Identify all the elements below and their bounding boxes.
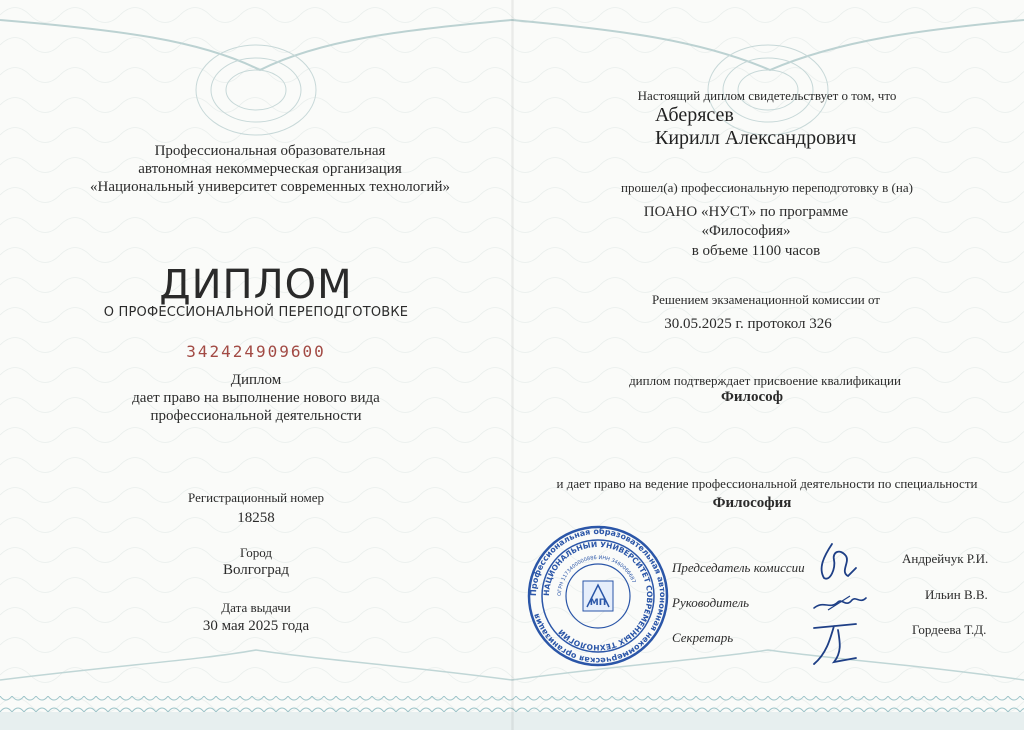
rights-line-2: дает право на выполнение нового вида bbox=[132, 390, 380, 406]
city-label: Город bbox=[239, 545, 273, 560]
reg-number-value: 18258 bbox=[237, 510, 275, 526]
org-line-3: «Национальный университет современных технологий» bbox=[90, 179, 450, 195]
signatory-role-secretary: Секретарь bbox=[672, 630, 734, 645]
issue-date-label: Дата выдачи bbox=[221, 600, 291, 615]
passed-text: прошел(а) профессиональную переподготовку в (на) bbox=[621, 180, 913, 195]
rights-line-1: Диплом bbox=[230, 372, 282, 388]
org-line-1: Профессиональная образовательная bbox=[154, 143, 386, 159]
commission-text: Решением экзаменационной комиссии от bbox=[652, 292, 880, 307]
intro-text: Настоящий диплом свидетельствует о том, что bbox=[637, 88, 897, 103]
city-value: Волгоград bbox=[222, 562, 290, 578]
issue-date-value: 30 мая 2025 года bbox=[202, 618, 310, 634]
svg-text:ОГРН 1173400000886 ИНН 3460066: ОГРН 1173400000886 ИНН 3460066687 bbox=[556, 554, 637, 597]
rights-line-3: профессиональной деятельности bbox=[150, 408, 362, 424]
svg-text:МП: МП bbox=[589, 598, 607, 608]
signatory-name-director: Ильин В.В. bbox=[925, 587, 988, 602]
specialty-value: Философия bbox=[712, 495, 792, 511]
specialty-text: и дает право на ведение профессиональной деятельности по специальности bbox=[556, 476, 978, 491]
signature-chairman bbox=[810, 538, 860, 586]
program-line-3: в объеме 1100 часов bbox=[691, 243, 821, 259]
program-line-2: «Философия» bbox=[701, 223, 791, 239]
diploma-subtitle: О ПРОФЕССИОНАЛЬНОЙ ПЕРЕПОДГОТОВКЕ bbox=[103, 305, 409, 320]
holder-given-names: Кирилл Александрович bbox=[655, 127, 857, 149]
commission-date: 30.05.2025 г. протокол 326 bbox=[664, 316, 832, 332]
signatory-role-chairman: Председатель комиссии bbox=[672, 560, 805, 575]
org-line-2: автономная некоммерческая организация bbox=[138, 161, 402, 177]
svg-text:НАЦИОНАЛЬНЫЙ УНИВЕРСИТЕТ СОВРЕ: НАЦИОНАЛЬНЫЙ УНИВЕРСИТЕТ СОВРЕМЕННЫХ ТЕХНОЛОГИЙ bbox=[541, 539, 655, 653]
official-seal bbox=[527, 525, 669, 667]
page-fold bbox=[511, 0, 514, 730]
qualification-value: Философ bbox=[721, 389, 783, 405]
program-line-1: ПОАНО «НУСТ» по программе bbox=[643, 204, 849, 220]
signature-secretary bbox=[804, 620, 864, 670]
reg-number-label: Регистрационный номер bbox=[188, 490, 324, 505]
signatory-role-director: Руководитель bbox=[672, 595, 750, 610]
diploma-title: ДИПЛОМ bbox=[159, 262, 353, 308]
qualification-text: диплом подтверждает присвоение квалификации bbox=[629, 373, 901, 388]
svg-text:Профессиональная образовательн: Профессиональная образовательная автономная некоммерческая организация bbox=[528, 526, 668, 666]
signatory-name-chairman: Андрейчук Р.И. bbox=[902, 551, 989, 566]
holder-surname: Аберясев bbox=[655, 104, 734, 126]
signatory-name-secretary: Гордеева Т.Д. bbox=[912, 622, 987, 637]
signature-director bbox=[810, 586, 870, 616]
diploma-number: 342424909600 bbox=[186, 342, 326, 361]
